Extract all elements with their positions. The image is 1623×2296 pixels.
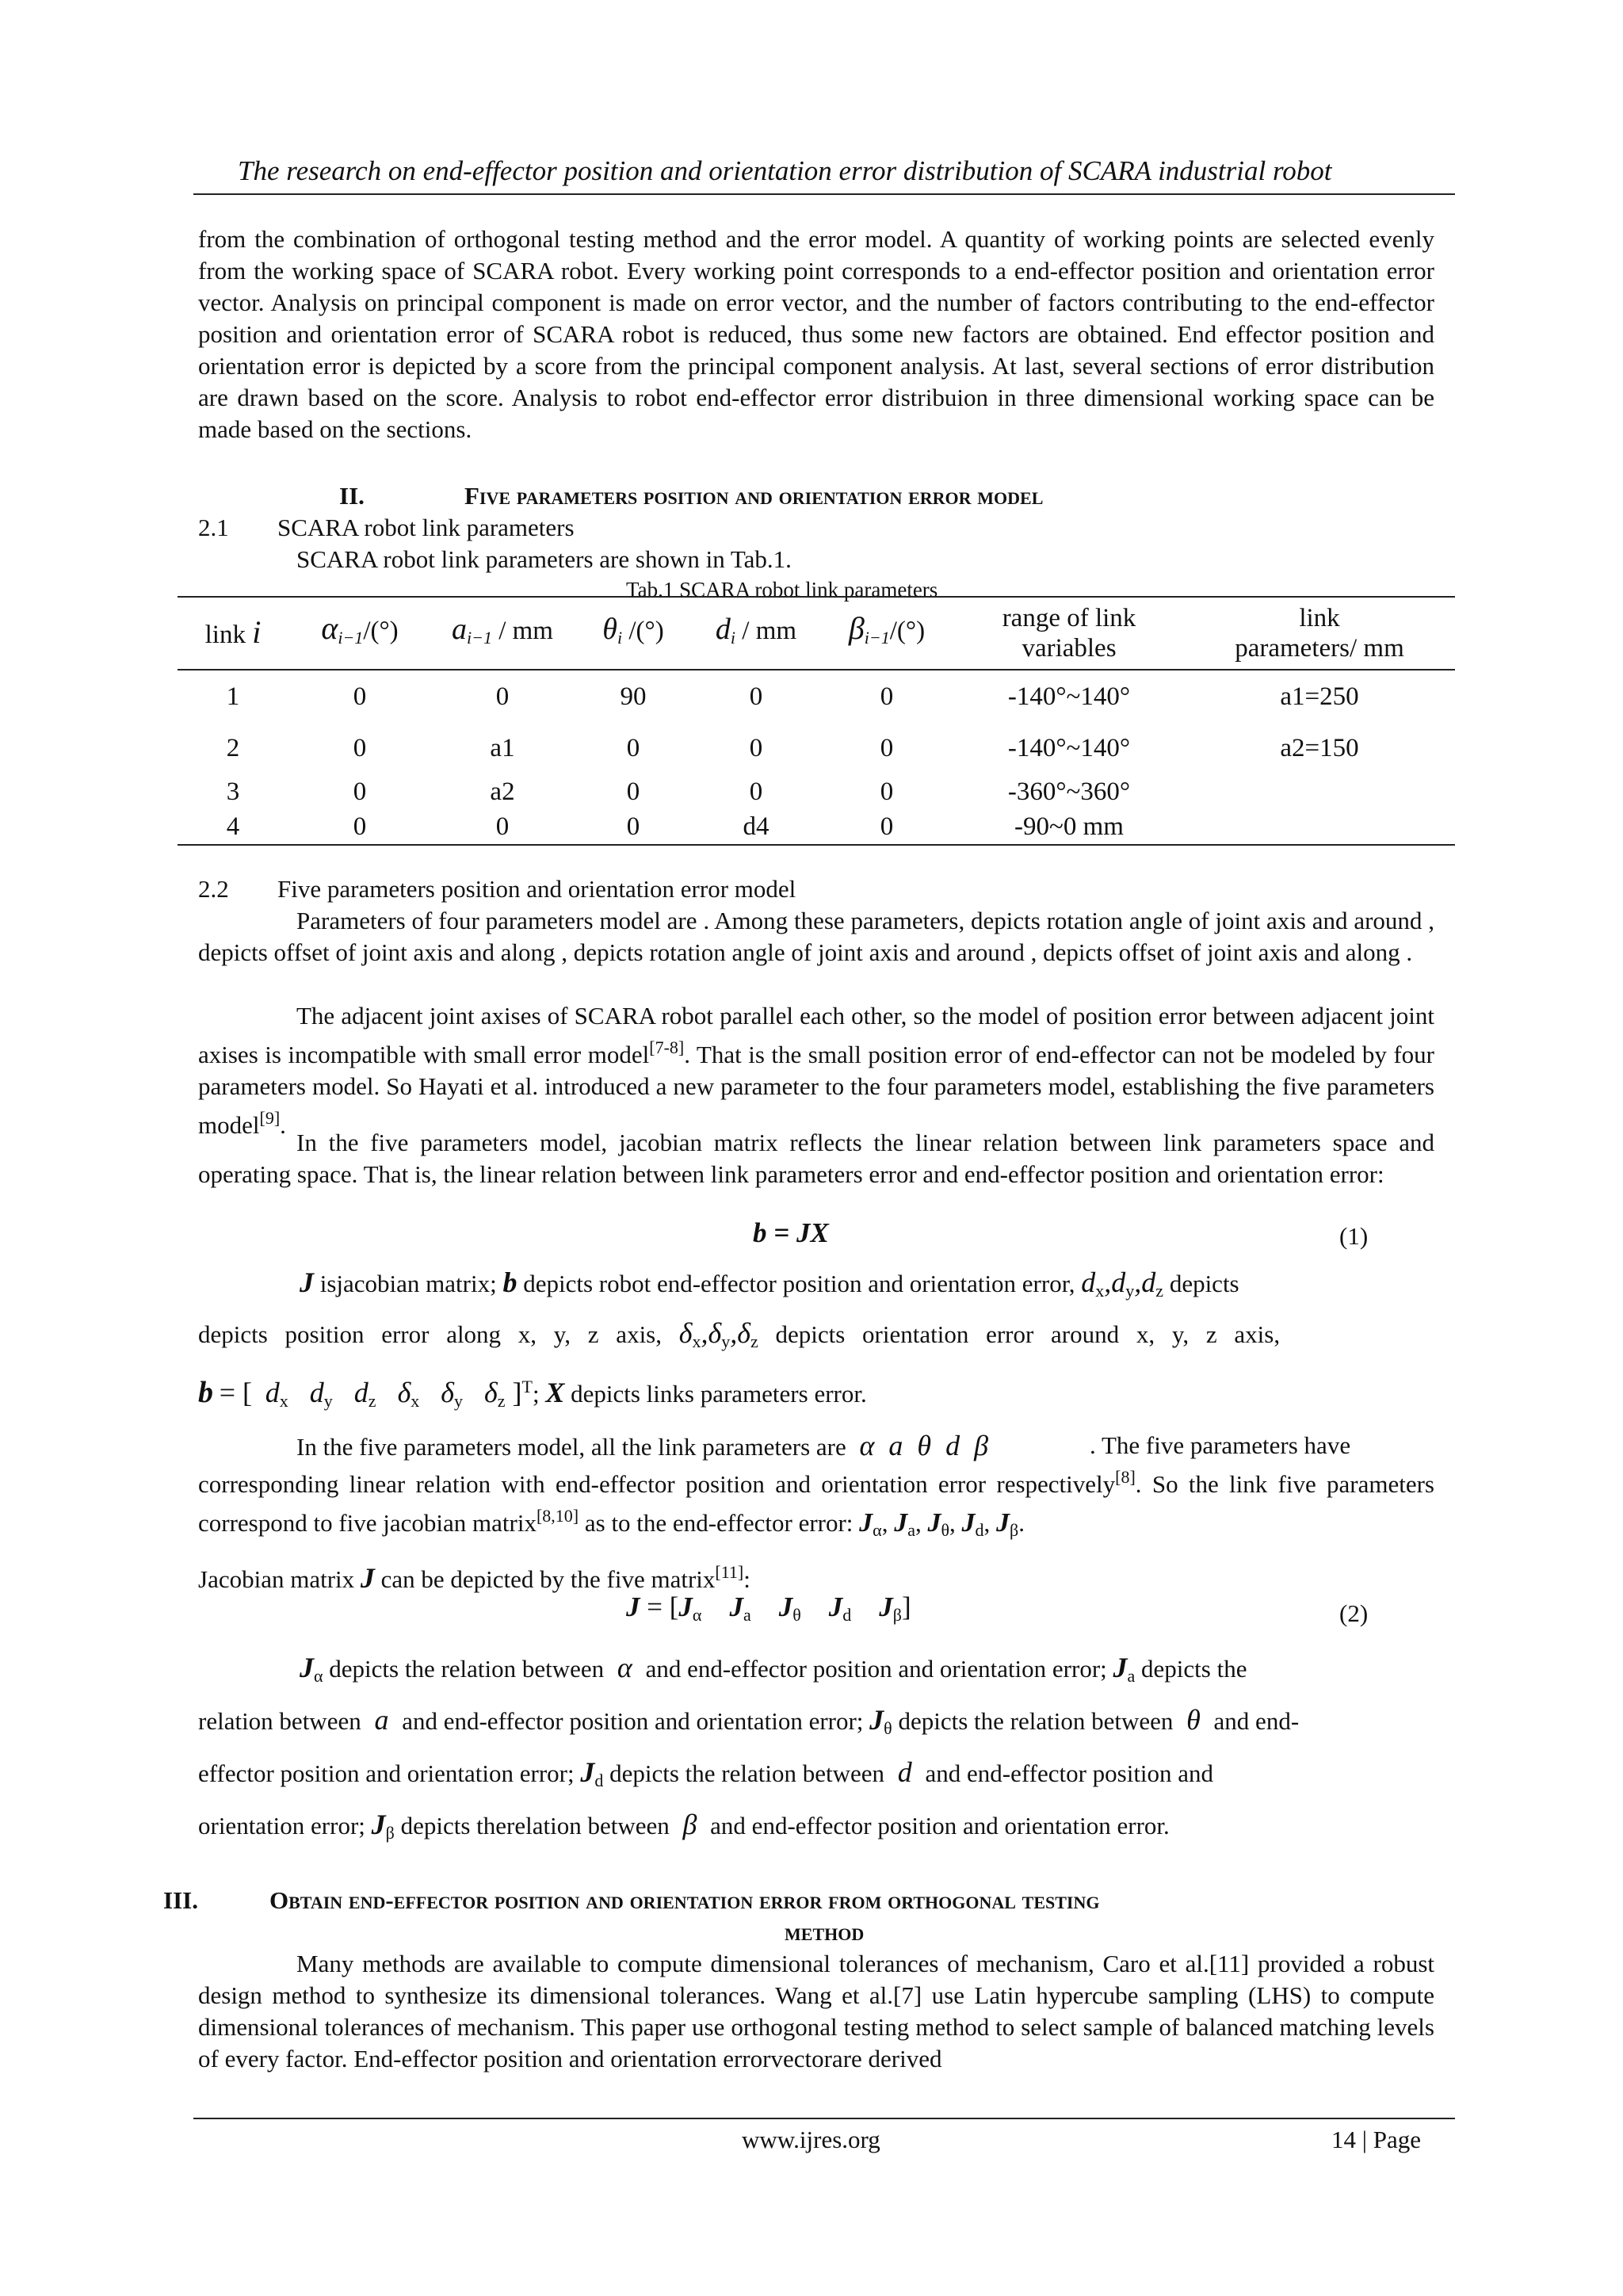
table-row — [178, 774, 1455, 809]
table-header-row — [178, 597, 1455, 670]
text-span: depicts the relation between — [609, 1759, 884, 1787]
table-cell: 0 — [749, 682, 763, 711]
table-cell: 0 — [626, 812, 640, 841]
header-range: range of link variables — [1002, 604, 1136, 663]
text-span: In the five parameters model, all the link parameters are — [296, 1433, 846, 1461]
section3-title-line1: Obtain end-effector position and orientation error from orthogonal testing — [269, 1886, 1100, 1914]
text-span: and end-effector position and orientation error; — [402, 1707, 864, 1735]
table-cell: 1 — [226, 682, 240, 711]
footer-url[interactable]: www.ijres.org — [742, 2126, 880, 2153]
text-span: depicts links parameters error. — [571, 1380, 867, 1408]
citation: [11] — [715, 1562, 744, 1582]
table-cell: 0 — [495, 682, 510, 711]
header-link: link i — [204, 613, 262, 650]
section3-number: III. — [163, 1886, 198, 1914]
subsection-title: SCARA robot link parameters — [277, 514, 575, 541]
text-span: . — [280, 1111, 286, 1139]
equation-2: $J = [J_\alpha$ $J_a$ $J_\theta$ $J_d$ $J_\beta$] — [626, 1591, 911, 1625]
subsection-title-2: Five parameters position and orientation error model — [277, 875, 796, 903]
jacobian-relations-line2: relation between a and end-effector position and orientation error; $J_\theta$ depicts the relation between θ and end- — [198, 1704, 1300, 1738]
paragraph-adjacent-axes — [198, 1000, 1434, 1141]
equation-explanation-line1: J isjacobian matrix; b depicts robot end-effector position and orientation error, $d_x,d_y,d_z$ depicts — [300, 1266, 1239, 1301]
table-cell: 0 — [353, 682, 367, 711]
table-caption: Tab.1 SCARA robot link parameters — [626, 578, 938, 602]
paragraph-four-params: Parameters of four parameters model are . Among these parameters, depicts rotation angle of joint axis and around , depicts offset of joint axis and along , depicts rotation angle of joint axis and around , depicts offset of joint axis and along . — [198, 907, 1434, 966]
section-title: Five parameters position and orientation error model — [464, 482, 1044, 510]
table-cell: 0 — [880, 777, 894, 806]
table-cell: a1 — [490, 734, 515, 762]
header-d: $d_i$ / mm — [715, 612, 797, 648]
header-link-params: link parameters/ mm — [1235, 604, 1404, 663]
table-cell: -140°~140° — [1007, 682, 1131, 711]
table-cell — [1184, 774, 1455, 809]
table-cell: 0 — [880, 812, 894, 841]
table-cell: a1=250 — [1280, 682, 1359, 711]
equation-explanation-line3: b = [ $d_x$ $d_y$ $d_z$ $\delta_x$ $\delta_y$ $\delta_z$ ]$^T$; X depicts links parameters error. — [198, 1376, 867, 1411]
paragraph-five-params-line1: In the five parameters model, all the link parameters are α a θ d β — [296, 1430, 989, 1461]
citation: [7-8] — [649, 1037, 685, 1057]
paragraph-five-params-line1-end: . The five parameters have — [1090, 1431, 1351, 1459]
running-header: The research on end-effector position and orientation error distribution of SCARA industrial robot — [238, 155, 1332, 186]
header-beta: $\beta_{i-1}/(^\circ)$ — [848, 610, 926, 648]
paragraph-five-params-last: Jacobian matrix J can be depicted by the five matrix[11]: — [198, 1562, 750, 1594]
text-span: and end-effector position and orientation error. — [710, 1812, 1170, 1839]
subsection-number-2: 2.2 — [198, 875, 229, 903]
table-cell: 0 — [749, 777, 763, 806]
table-cell: a2 — [490, 777, 515, 806]
text-span: depicts therelation between — [400, 1812, 670, 1839]
table-cell: 0 — [880, 682, 894, 711]
footer-rule — [193, 2118, 1455, 2119]
text-span: isjacobian matrix; — [319, 1270, 497, 1297]
equation-1-number: (1) — [1339, 1222, 1369, 1250]
table-cell: 0 — [626, 734, 640, 762]
subsection-text: SCARA robot link parameters are shown in Tab.1. — [296, 545, 792, 573]
text-span: depicts the relation between — [898, 1707, 1174, 1735]
table-cell: 0 — [353, 777, 367, 806]
header-rule — [193, 193, 1455, 195]
section3-title-line2: method — [785, 1918, 865, 1946]
jacobian-relations-line4: orientation error; $J_\beta$ depicts therelation between β and end-effector position and orientation error. — [198, 1809, 1170, 1843]
text-span: depicts orientation error around x, y, z axis, — [775, 1320, 1281, 1348]
intro-paragraph: from the combination of orthogonal testing method and the error model. A quantity of working points are selected evenly from the working space of SCARA robot. Every working point corresponds to a end-effector position and orientation error vector. Analysis on principal component is made on error vector, and the number of factors contributing to the end-effector position and orientation error of SCARA robot is reduced, thus some new factors are obtained. End effector position and orientation error is depicted by a score from the principal component analysis. At last, several sections of error distribution are drawn based on the score. Analysis to robot end-effector error distribuion in three dimensional working space can be made based on the sections. — [198, 225, 1434, 443]
table-cell: -90~0 mm — [1014, 812, 1124, 841]
citation: [8] — [1115, 1467, 1136, 1487]
table-row — [178, 670, 1455, 722]
header-a: $a_{i-1}$ / mm — [452, 612, 553, 648]
table-cell: 90 — [620, 682, 647, 711]
section-number: II. — [339, 482, 365, 510]
table-cell — [1184, 809, 1455, 845]
table-row — [178, 722, 1455, 774]
header-alpha: $\alpha_{i-1}/(^\circ)$ — [321, 610, 399, 648]
citation: [9] — [259, 1108, 281, 1128]
subsection-number: 2.1 — [198, 514, 229, 541]
paragraph-jacobian: In the five parameters model, jacobian matrix reflects the linear relation between link parameters space and operating space. That is, the linear relation between link parameters error and end-effector position and orientation error: — [198, 1129, 1434, 1188]
equation-1: b = JX — [753, 1217, 829, 1248]
text-span: depicts position error along x, y, z axis, — [198, 1320, 662, 1348]
table-cell: -360°~360° — [1007, 777, 1131, 806]
citation: [8,10] — [536, 1506, 579, 1526]
equation-2-number: (2) — [1339, 1599, 1369, 1627]
section3-paragraph: Many methods are available to compute dimensional tolerances of mechanism, Caro et al.[11] provided a robust design method to synthesize its dimensional tolerances. Wang et al.[7] use Latin hypercube sampling (LHS) to compute dimensional tolerances of mechanism. This paper use orthogonal testing method to select sample of balanced matching levels of every factor. End-effector position and orientation errorvectorare derived — [198, 1950, 1434, 2073]
table-cell: 0 — [353, 812, 367, 841]
text-span: can be depicted by the five matrix — [380, 1565, 716, 1593]
table-cell: 0 — [880, 734, 894, 762]
text-span: The adjacent joint axises of SCARA robot parallel each other, so the model of position error between adjacent joint axises is incompatible with small error model — [198, 1002, 1434, 1068]
text-span: : — [743, 1565, 750, 1593]
text-span: Jacobian matrix — [198, 1565, 355, 1593]
footer-page-number: 14 | Page — [1331, 2126, 1421, 2153]
table-cell: 4 — [226, 812, 240, 841]
text-span: and end-effector position and orientation error; — [645, 1655, 1107, 1683]
text-span: depicts the relation between — [329, 1655, 605, 1683]
link-parameters-table — [178, 596, 1455, 846]
table-cell: -140°~140° — [1007, 734, 1131, 762]
jacobian-relations-line1: $J_\alpha$ depicts the relation between α and end-effector position and orientation error; $J_a$ depicts the — [300, 1652, 1247, 1686]
paragraph-five-params-body: corresponding linear relation with end-effector position and orientation error respectively[8]. So the link five parameters correspond to five jacobian matrix[8,10] as to the end-effector error: $J_\alpha$, $J_a$, $J_\theta$, $J_d$, $J_\beta$. — [198, 1467, 1434, 1540]
table-row — [178, 809, 1455, 845]
text-span: . That is the small position error of end-effector can not be modeled by four parameters model. So Hayati et al. introduced a new parameter to the four parameters model, establishing the five parameters model — [198, 1041, 1434, 1139]
table-cell: a2=150 — [1280, 734, 1359, 762]
table-cell: 3 — [226, 777, 240, 806]
table-cell: 0 — [353, 734, 367, 762]
table-cell: 0 — [749, 734, 763, 762]
text-span: depicts robot end-effector position and orientation error, — [523, 1270, 1075, 1297]
jacobian-relations-line3: effector position and orientation error; $J_d$ depicts the relation between d and end-effector position and — [198, 1756, 1214, 1790]
equation-explanation-line2: depicts position error along x, y, z axis, $\delta_x,\delta_y,\delta_z$ depicts orientation error around x, y, z axis, — [198, 1317, 1281, 1351]
table-cell: 0 — [626, 777, 640, 806]
header-theta: $\theta_i$ /(°) — [602, 612, 664, 648]
table-cell: d4 — [743, 812, 769, 841]
table-cell: 2 — [226, 734, 240, 762]
table-cell: 0 — [495, 812, 510, 841]
